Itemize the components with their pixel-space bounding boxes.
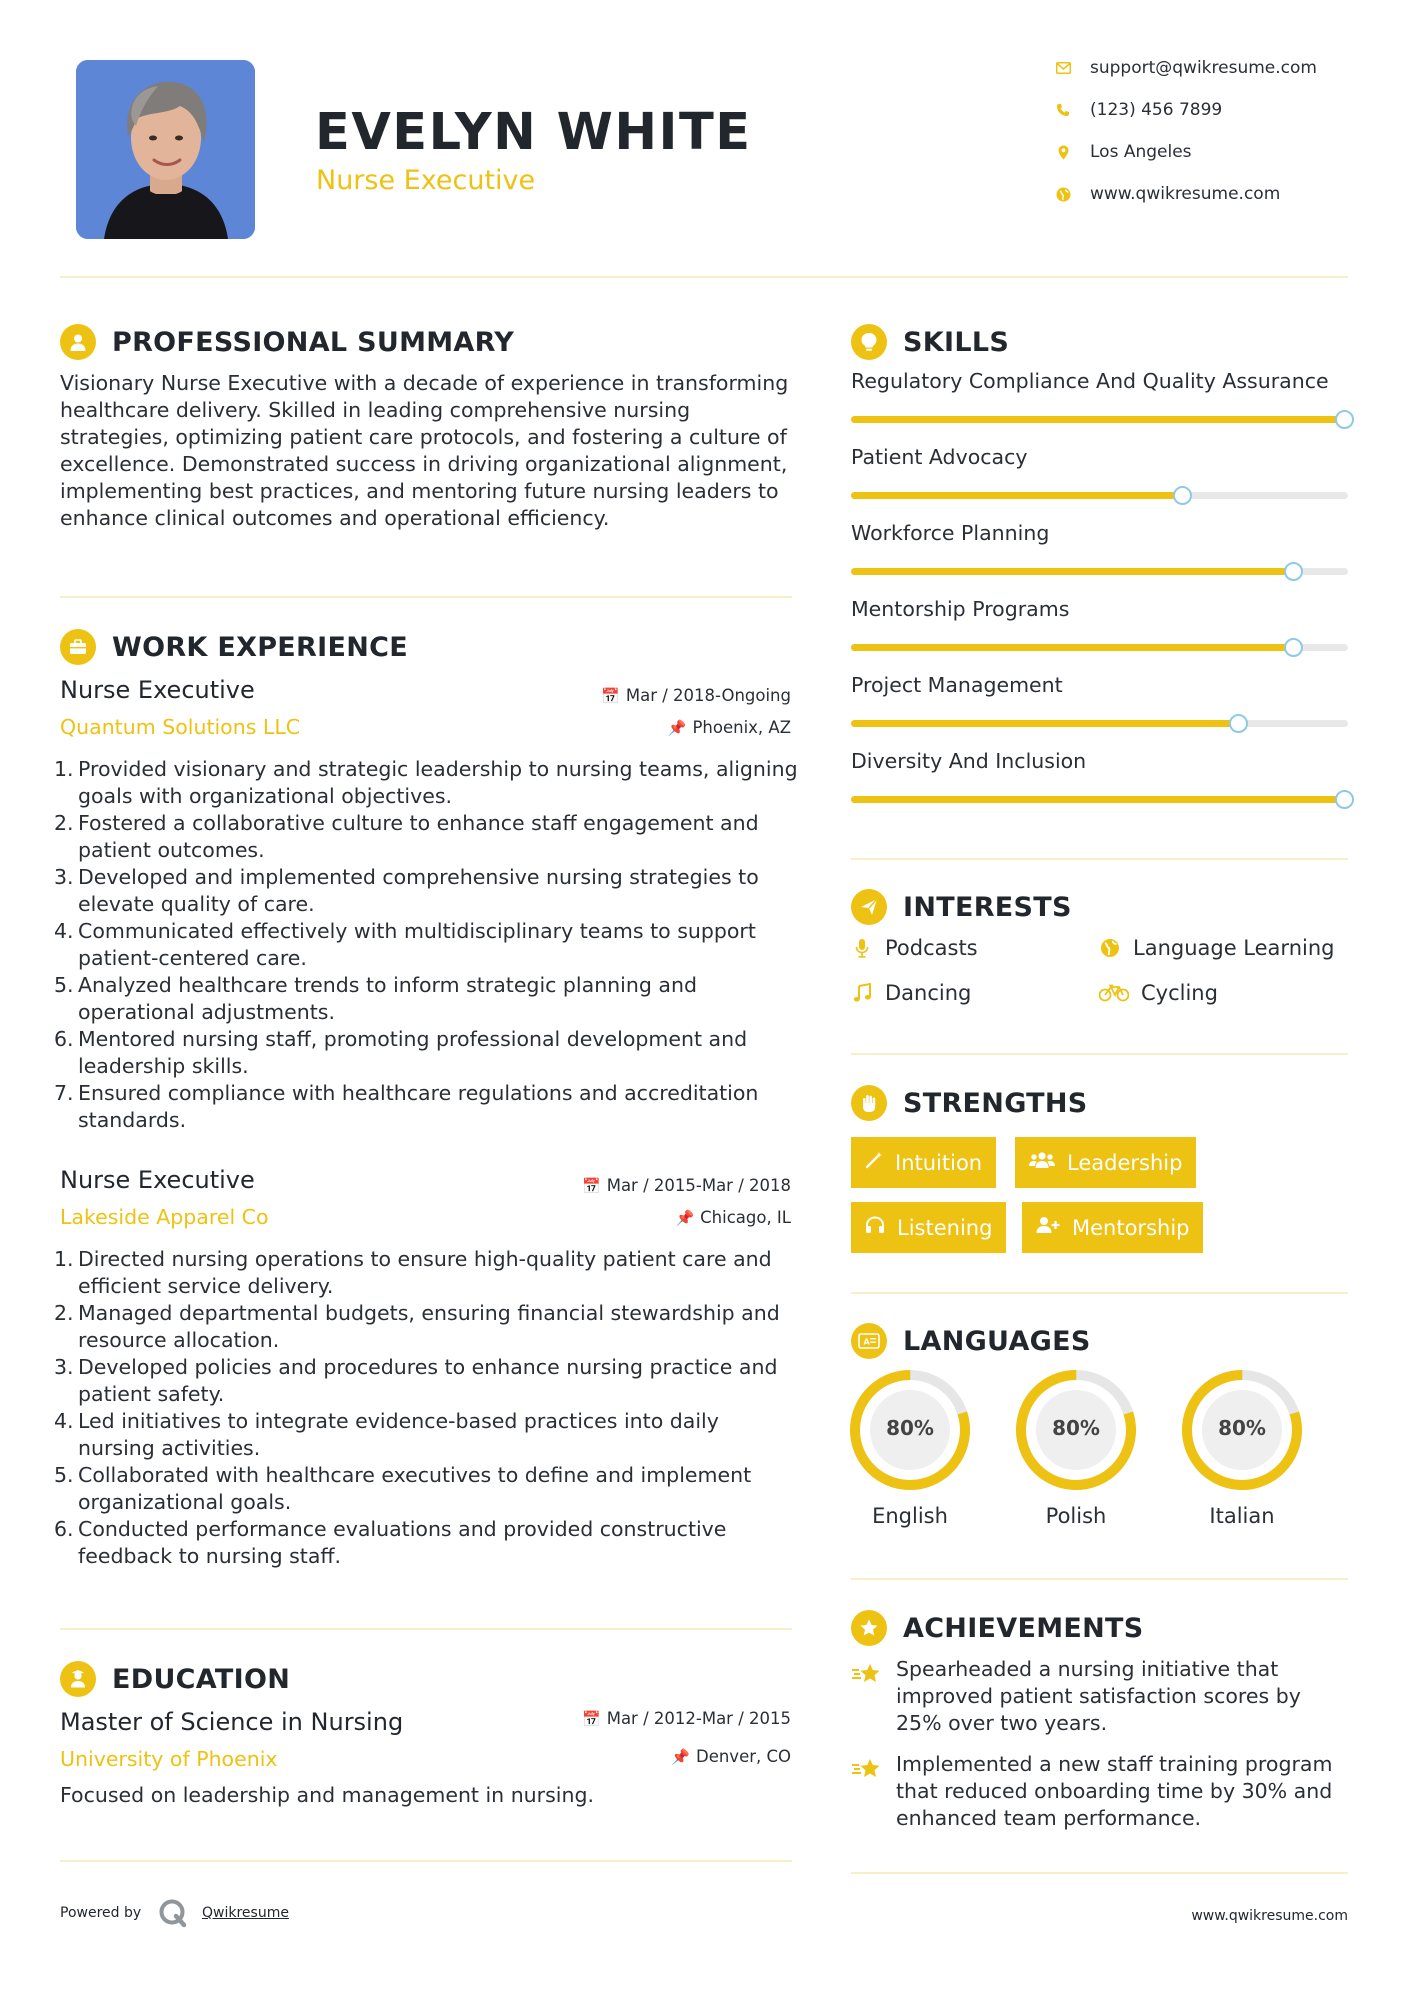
lightbulb-icon (851, 324, 887, 360)
interest-item (1099, 936, 1334, 960)
pin-icon: 📌 (671, 1748, 690, 1766)
skill-name: Workforce Planning (851, 521, 1050, 545)
interest-item (1099, 981, 1218, 1005)
profile-photo (76, 60, 255, 239)
skill-name: Regulatory Compliance And Quality Assurance (851, 369, 1329, 393)
globe-icon (1052, 187, 1074, 202)
skill-name: Patient Advocacy (851, 445, 1028, 469)
skills-title: SKILLS (903, 326, 1010, 358)
achievements-heading (851, 1610, 1144, 1646)
list-item: 4. Communicated effectively with multidisciplinary teams to support patient-centered care. (54, 919, 756, 970)
job-location-text: Chicago, IL (700, 1208, 791, 1227)
strength-label: Listening (897, 1215, 993, 1240)
music-icon (851, 983, 873, 1003)
job-location (675, 1208, 791, 1227)
footer-brand-link[interactable]: Qwikresume (202, 1905, 289, 1921)
list-item: 5. Analyzed healthcare trends to inform strategic planning and operational adjustments. (54, 973, 697, 1024)
job-dates (582, 1176, 791, 1195)
skills-heading (851, 324, 1009, 360)
strengths-heading (851, 1085, 1088, 1121)
languages-divider (851, 1578, 1348, 1580)
summary-title: PROFESSIONAL SUMMARY (112, 326, 515, 358)
calendar-icon: 📅 (601, 687, 620, 705)
job-title: Nurse Executive (60, 1166, 255, 1194)
skill-level-bar (851, 796, 1348, 803)
interest-item (851, 936, 978, 960)
skill-level-knob (1335, 790, 1354, 809)
footer-powered-by: Powered by (60, 1905, 142, 1921)
achievement-item: Implemented a new staff training program that reduced onboarding time by 30% and enhanced team performance. (896, 1752, 1333, 1830)
languages-title: LANGUAGES (903, 1325, 1091, 1357)
languages-heading (851, 1323, 1091, 1359)
contact-email[interactable] (1052, 58, 1317, 78)
experience-heading (60, 629, 408, 665)
headphones-icon (865, 1216, 885, 1239)
interest-label: Dancing (885, 981, 972, 1005)
hand-icon (851, 1085, 887, 1121)
achievement-item: Spearheaded a nursing initiative that improved patient satisfaction scores by 25% over two years. (896, 1657, 1301, 1735)
strength-tag (851, 1137, 996, 1188)
contact-location-text: Los Angeles (1090, 142, 1192, 162)
skill-name: Mentorship Programs (851, 597, 1070, 621)
star-icon (851, 1662, 883, 1692)
education-dates-text: Mar / 2012-Mar / 2015 (606, 1709, 791, 1728)
skill-name: Diversity And Inclusion (851, 749, 1087, 773)
skill-level-fill (851, 796, 1348, 803)
strength-tag (851, 1202, 1006, 1253)
footer-website[interactable]: www.qwikresume.com (1191, 1908, 1348, 1924)
education-divider (60, 1860, 792, 1862)
language-name: English (872, 1504, 948, 1528)
list-item: 6. Conducted performance evaluations and provided constructive feedback to nursing staff. (54, 1517, 727, 1568)
list-item: 3. Developed policies and procedures to enhance nursing practice and patient safety. (54, 1355, 778, 1406)
paper-plane-icon (851, 889, 887, 925)
education-note: Focused on leadership and management in nursing. (60, 1783, 595, 1807)
calendar-icon: 📅 (582, 1710, 601, 1728)
skill-level-bar (851, 644, 1348, 651)
briefcase-icon (60, 629, 96, 665)
education-title: EDUCATION (112, 1663, 291, 1695)
job-location-text: Phoenix, AZ (692, 718, 791, 737)
skill-level-fill (851, 416, 1348, 423)
header-divider (60, 276, 1348, 278)
education-location (671, 1747, 791, 1766)
contact-location (1052, 142, 1192, 162)
degree-title: Master of Science in Nursing (60, 1708, 404, 1736)
education-location-text: Denver, CO (695, 1747, 791, 1766)
list-item: 5. Collaborated with healthcare executives to define and implement organizational goals. (54, 1463, 752, 1514)
contact-phone[interactable] (1052, 100, 1222, 120)
qwikresume-logo-icon (158, 1898, 188, 1932)
envelope-icon (1052, 62, 1074, 74)
skill-level-knob (1284, 638, 1303, 657)
interest-label: Podcasts (885, 936, 978, 960)
skill-level-bar (851, 568, 1348, 575)
users-icon (1029, 1151, 1055, 1174)
strength-label: Intuition (895, 1150, 983, 1175)
interests-divider (851, 1053, 1348, 1055)
job-company: Lakeside Apparel Co (60, 1205, 269, 1229)
microphone-icon (851, 938, 873, 958)
bicycle-icon (1099, 984, 1129, 1002)
list-item: 1. Directed nursing operations to ensure high-quality patient care and efficient service delivery. (54, 1247, 772, 1298)
list-item: 4. Led initiatives to integrate evidence-based practices into daily nursing activities. (54, 1409, 719, 1460)
education-heading (60, 1661, 290, 1697)
strength-tag (1015, 1137, 1196, 1188)
contact-website[interactable] (1052, 184, 1280, 204)
language-percent: 80% (1218, 1416, 1266, 1440)
job-dates-text: Mar / 2015-Mar / 2018 (606, 1176, 791, 1195)
pin-icon: 📌 (675, 1209, 695, 1227)
job-company: Quantum Solutions LLC (60, 715, 301, 739)
achievements-title: ACHIEVEMENTS (903, 1612, 1144, 1644)
job-title: Nurse Executive (60, 676, 255, 704)
skill-level-knob (1229, 714, 1248, 733)
magic-wand-icon (865, 1151, 883, 1174)
skill-level-fill (851, 720, 1238, 727)
strength-label: Leadership (1067, 1150, 1183, 1175)
language-icon (851, 1323, 887, 1359)
job-duties-list (54, 1246, 800, 1570)
skill-level-fill (851, 644, 1293, 651)
star-icon (851, 1757, 883, 1787)
interest-label: Language Learning (1133, 936, 1335, 960)
skill-level-knob (1173, 486, 1192, 505)
language-percent: 80% (886, 1416, 934, 1440)
list-item: 2. Managed departmental budgets, ensuring financial stewardship and resource allocation. (54, 1301, 780, 1352)
language-name: Polish (1045, 1504, 1107, 1528)
interests-title: INTERESTS (903, 891, 1072, 923)
language-percent: 80% (1052, 1416, 1100, 1440)
globe-icon (1099, 938, 1121, 958)
skill-level-fill (851, 492, 1182, 499)
skill-level-knob (1284, 562, 1303, 581)
list-item: 2. Fostered a collaborative culture to enhance staff engagement and patient outcomes. (54, 811, 759, 862)
strengths-divider (851, 1292, 1348, 1294)
pin-icon: 📌 (667, 719, 687, 737)
job-duties-list (54, 756, 800, 1134)
interest-label: Cycling (1141, 981, 1218, 1005)
job-dates-text: Mar / 2018-Ongoing (625, 686, 791, 705)
experience-title: WORK EXPERIENCE (112, 631, 408, 663)
achievements-divider (851, 1872, 1348, 1874)
experience-divider (60, 1628, 792, 1630)
strength-label: Mentorship (1072, 1215, 1190, 1240)
job-dates (601, 686, 791, 705)
user-plus-icon (1036, 1216, 1060, 1239)
strengths-title: STRENGTHS (903, 1087, 1088, 1119)
language-name: Italian (1209, 1504, 1275, 1528)
candidate-name: EVELYN WHITE (315, 103, 752, 162)
interest-item (851, 981, 971, 1005)
skill-level-bar (851, 492, 1348, 499)
contact-email-text: support@qwikresume.com (1090, 58, 1317, 78)
school-name: University of Phoenix (60, 1747, 278, 1771)
skill-level-knob (1335, 410, 1354, 429)
strength-tag (1022, 1202, 1203, 1253)
summary-text: Visionary Nurse Executive with a decade of experience in transforming healthcare delivery. Skilled in leading comprehensive nursing strategies, optimizing patient care protocols, and fostering a culture of excellence. Demonstrated success in driving organizational alignment, implementing best practices, and mentoring future nursing leaders to enhance clinical outcomes and operational efficiency. (60, 371, 789, 530)
interests-heading (851, 889, 1072, 925)
list-item: 6. Mentored nursing staff, promoting professional development and leadership skills. (54, 1027, 748, 1078)
calendar-icon: 📅 (582, 1177, 601, 1195)
contact-website-text: www.qwikresume.com (1090, 184, 1281, 204)
list-item: 7. Ensured compliance with healthcare regulations and accreditation standards. (54, 1081, 759, 1132)
phone-icon (1052, 103, 1074, 117)
graduate-icon (60, 1661, 96, 1697)
summary-heading (60, 324, 514, 360)
skill-level-bar (851, 416, 1348, 423)
list-item: 1. Provided visionary and strategic leadership to nursing teams, aligning goals with organizational objectives. (54, 757, 798, 808)
skill-name: Project Management (851, 673, 1063, 697)
summary-divider (60, 596, 792, 598)
user-icon (60, 324, 96, 360)
map-pin-icon (1052, 145, 1074, 160)
skill-level-fill (851, 568, 1293, 575)
skill-level-bar (851, 720, 1348, 727)
star-icon (851, 1610, 887, 1646)
education-dates (582, 1709, 791, 1728)
contact-phone-text: (123) 456 7899 (1090, 100, 1223, 120)
list-item: 3. Developed and implemented comprehensive nursing strategies to elevate quality of care. (54, 865, 759, 916)
svg-text:A: A (863, 1337, 870, 1347)
skills-divider (851, 858, 1348, 860)
job-location (668, 718, 791, 737)
candidate-role: Nurse Executive (316, 165, 536, 196)
